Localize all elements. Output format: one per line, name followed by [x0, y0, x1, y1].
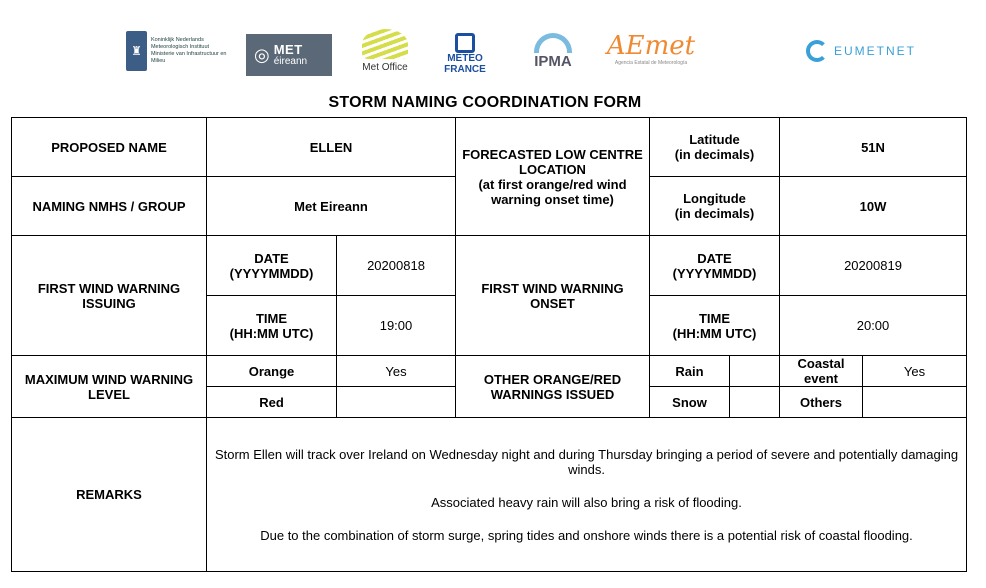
issuing-time-label-cell: [207, 296, 337, 356]
ipma-label: IPMA: [534, 52, 572, 70]
met-office-logo: [356, 26, 414, 76]
forecasted-low-cell: [456, 118, 650, 236]
first-issuing-label: FIRST WIND WARNING ISSUING: [12, 236, 207, 356]
latitude-label: Latitude: [689, 132, 740, 147]
rain-label: Rain: [650, 356, 730, 387]
others-label: Others: [780, 387, 863, 418]
longitude-label: Longitude: [683, 191, 746, 206]
onset-date-label-cell: [650, 236, 780, 296]
onset-time-label-cell: [650, 296, 780, 356]
onset-time-value: 20:00: [780, 296, 967, 356]
rain-value: [730, 356, 780, 387]
aemet-logo: [606, 26, 696, 72]
form-title: STORM NAMING COORDINATION FORM: [328, 94, 642, 111]
proposed-name-value: ELLEN: [207, 118, 456, 177]
latitude-label-cell: [650, 118, 780, 177]
met-office-label: Met Office: [362, 62, 408, 73]
aemet-sublabel: Agencia Estatal de Meteorología: [614, 60, 688, 66]
meteo-france-line1: METEO: [447, 53, 483, 64]
remarks-paragraph: Associated heavy rain will also bring a risk of flooding.: [431, 494, 742, 510]
issuing-date-format: (YYYYMMDD): [229, 265, 314, 281]
forecasted-low-sub: (at first orange/red wind warning onset time): [478, 176, 627, 207]
meteo-france-line2: FRANCE: [444, 64, 486, 75]
knmi-line2: Meteorologisch Instituut: [150, 44, 210, 50]
logo-bar: [0, 22, 986, 84]
issuing-time-format: (HH:MM UTC): [229, 325, 314, 341]
coastal-label: Coastal event: [780, 356, 863, 387]
red-label: Red: [207, 387, 337, 418]
remarks-label: REMARKS: [12, 418, 207, 572]
longitude-value: 10W: [780, 177, 967, 236]
met-office-waves-icon: [362, 29, 408, 59]
met-eireann-logo: [246, 34, 332, 76]
remarks-text: [207, 418, 967, 572]
snow-label: Snow: [650, 387, 730, 418]
proposed-name-label: PROPOSED NAME: [12, 118, 207, 177]
eumetnet-ring-icon: [806, 40, 828, 62]
knmi-line1: Koninklijk Nederlands: [150, 37, 204, 43]
eumetnet-logo: [806, 36, 926, 66]
other-warnings-label: OTHER ORANGE/RED WARNINGS ISSUED: [456, 356, 650, 418]
met-eireann-line1: MET: [273, 42, 303, 57]
remarks-paragraph: Storm Ellen will track over Ireland on Wednesday night and during Thursday bringing a period of severe and potentially damaging winds.: [214, 446, 959, 477]
meteo-france-logo: [440, 30, 490, 78]
issuing-time-value: 19:00: [337, 296, 456, 356]
naming-group-value: Met Eireann: [207, 177, 456, 236]
latitude-unit: (in decimals): [674, 147, 755, 162]
knmi-line3: Ministerie van Infrastructuur en Milieu: [150, 51, 227, 64]
storm-naming-form: [11, 117, 967, 572]
swirl-icon: ◎: [254, 44, 270, 65]
ipma-arc-icon: [534, 33, 572, 53]
issuing-date-value: 20200818: [337, 236, 456, 296]
onset-time-label: TIME: [698, 310, 731, 326]
onset-date-value: 20200819: [780, 236, 967, 296]
orange-label: Orange: [207, 356, 337, 387]
aemet-label: AEmet: [606, 31, 696, 61]
others-value: [863, 387, 967, 418]
remarks-paragraph: Due to the combination of storm surge, spring tides and onshore winds there is a potential risk of coastal flooding.: [260, 527, 913, 543]
first-onset-label: FIRST WIND WARNING ONSET: [456, 236, 650, 356]
ipma-logo: [530, 28, 576, 74]
coastal-value: Yes: [863, 356, 967, 387]
orange-value: Yes: [337, 356, 456, 387]
crest-icon: ♜: [126, 31, 147, 71]
longitude-label-cell: [650, 177, 780, 236]
latitude-value: 51N: [780, 118, 967, 177]
forecasted-low-label: FORECASTED LOW CENTRE LOCATION: [462, 146, 643, 177]
max-level-label: MAXIMUM WIND WARNING LEVEL: [12, 356, 207, 418]
met-eireann-line2: éireann: [273, 56, 308, 67]
red-value: [337, 387, 456, 418]
issuing-date-label-cell: [207, 236, 337, 296]
snow-value: [730, 387, 780, 418]
eumetnet-label: EUMETNET: [834, 44, 916, 58]
issuing-date-label: DATE: [254, 250, 289, 266]
knmi-logo: [126, 28, 238, 74]
onset-date-label: DATE: [697, 250, 732, 266]
meteo-france-icon: [455, 33, 475, 53]
longitude-unit: (in decimals): [674, 206, 755, 221]
naming-group-label: NAMING NMHS / GROUP: [12, 177, 207, 236]
onset-date-format: (YYYYMMDD): [672, 265, 757, 281]
issuing-time-label: TIME: [255, 310, 288, 326]
onset-time-format: (HH:MM UTC): [672, 325, 757, 341]
